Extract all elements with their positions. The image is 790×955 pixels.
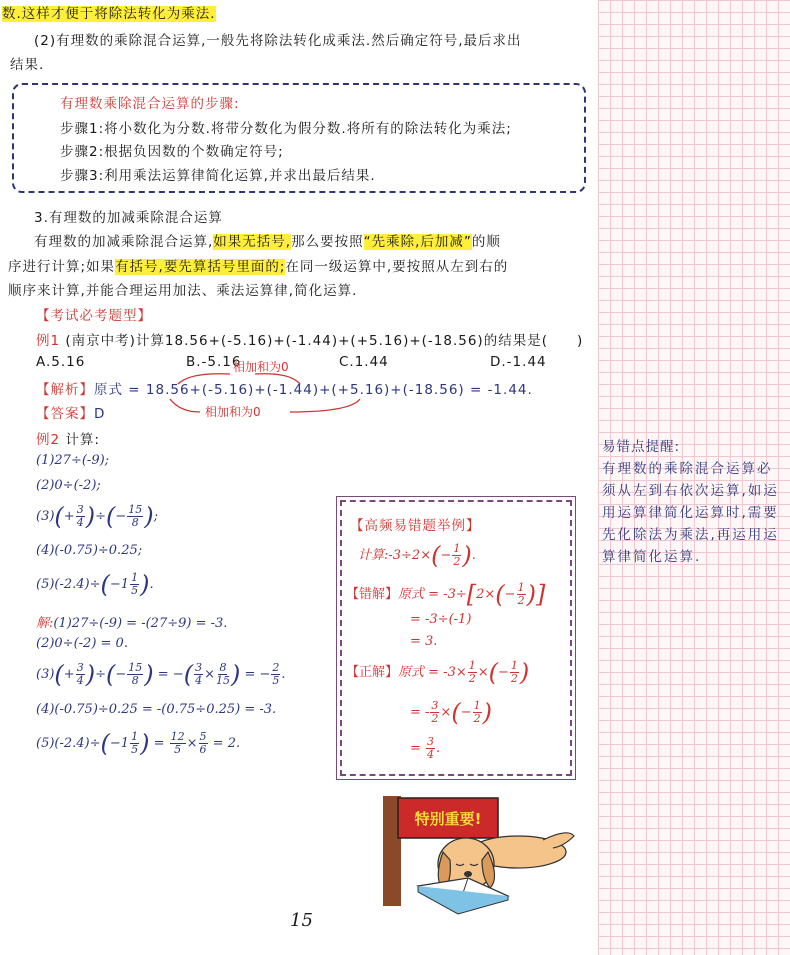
tip-wrong-3: = 3. <box>410 634 438 649</box>
ex2-q2: (2)0÷(-2); <box>36 478 101 493</box>
ex2-s2: (2)0÷(-2) = 0. <box>36 636 128 651</box>
ex1-option-d: D.-1.44 <box>490 354 547 370</box>
section3-heading: 3.有理数的加减乘除混合运算 <box>34 210 223 226</box>
s3-l2-text-a: 序进行计算;如果 <box>8 259 116 275</box>
q5-prefix: (5)(-2.4)÷ <box>36 577 101 592</box>
side-note-title: 易错点提醒: <box>602 439 681 455</box>
side-note-body: 有理数的乘除混合运算必须从左到右依次运算,如运用运算律简化运算时,需要先化除法为乘法,再运用运算律简化运算. <box>602 461 779 565</box>
tip-calc: 计算:-3÷2×(− $\frac{1}{2}$ ). <box>358 541 476 570</box>
ex1-note-bottom: 相加和为0 <box>205 405 261 419</box>
ex2-label: 例2 <box>36 432 61 448</box>
para2-line1: (2)有理数的乘除混合运算,一般先将除法转化成乘法.然后确定符号,最后求出 <box>34 33 522 49</box>
exam-tag: 【考试必考题型】 <box>36 308 152 324</box>
wrong-tag: 【错解】 <box>346 587 399 602</box>
s3-l1-highlight-1: 如果无括号, <box>213 234 292 250</box>
ex1-question: (南京中考)计算18.56+(-5.16)+(-1.44)+(+5.16)+(-18.56)的结果是( ) <box>65 333 584 349</box>
section3-line2 <box>8 255 508 275</box>
right-tag: 【正解】 <box>346 665 399 680</box>
s3-l1-text-a: 有理数的加减乘除混合运算, <box>34 234 214 250</box>
answer-tag: 【答案】 <box>36 406 94 422</box>
s3-prefix: (3) <box>36 667 55 682</box>
right-line-1: 原式 = -3× <box>398 665 467 680</box>
ex2-q5: (5)(-2.4)÷(−1 $\frac{1}{5}$ ). <box>36 570 154 599</box>
side-note <box>602 436 782 568</box>
tip-right-2: = - $\frac{3}{2}$ ×(− $\frac{1}{2}$ ) <box>410 698 492 727</box>
ex1-label: 例1 <box>36 333 61 349</box>
ex2-s3: (3)(+ $\frac{3}{4}$ )÷(− $\frac{15}{8}$ ) = −( $\frac{3}{4}$ × $\frac{8}{15}$ ) = − $\frac{2}{5}$ . <box>36 660 286 689</box>
answer-value: D <box>94 406 106 422</box>
ex2-prompt: 计算: <box>65 432 100 448</box>
tip-wrong-1: 【错解】原式 = -3÷[2×(− $\frac{1}{2}$ )] <box>346 580 546 609</box>
solution-label: 解: <box>36 616 54 631</box>
ex2-q1: (1)27÷(-9); <box>36 453 110 468</box>
tip-title: 【高频易错题举例】 <box>350 518 481 534</box>
ex1-note-top: 相加和为0 <box>233 360 289 374</box>
ex1-option-b: B.-5.16 <box>186 354 242 370</box>
step-2: 步骤2:根据负因数的个数确定符号; <box>60 144 284 160</box>
frac-1-5: $\frac{1}{5}$ <box>131 571 139 597</box>
top-line-highlight: 数.这样才便于将除法转化为乘法. <box>2 6 216 22</box>
tip-calc-text: 计算:-3÷2× <box>358 548 432 563</box>
ex2-s5: (5)(-2.4)÷(−1 $\frac{1}{5}$ ) = $\frac{12}{5}$ × $\frac{5}{6}$ = 2. <box>36 729 241 758</box>
s1-text: (1)27÷(-9) = -(27÷9) = -3. <box>53 616 228 631</box>
step-3: 步骤3:利用乘法运算律简化运算,并求出最后结果. <box>60 168 376 184</box>
tip-wrong-2: = -3÷(-1) <box>410 612 472 627</box>
dog-reading-illustration <box>378 790 578 920</box>
ex1-line <box>36 329 583 349</box>
s3-l2-text-b: 在同一级运算中,要按照从左到右的 <box>285 259 509 275</box>
section3-line3: 顺序来计算,并能合理运用加法、乘法运算律,简化运算. <box>8 283 358 299</box>
ex2-heading <box>36 428 100 448</box>
frac-15-8: $\frac{15}{8}$ <box>128 503 143 529</box>
step-1: 步骤1:将小数化为分数.将带分数化为假分数.将所有的除法转化为乘法; <box>60 121 512 137</box>
s3-l1-highlight-2: “先乘除,后加减” <box>363 234 472 250</box>
top-line <box>2 2 216 22</box>
s3-l2-highlight-2: 要先算括号里面的; <box>163 259 286 275</box>
ex2-q3: (3)(+ $\frac{3}{4}$ )÷(− $\frac{15}{8}$ ); <box>36 502 159 531</box>
analysis-tag: 【解析】 <box>36 382 94 398</box>
ex1-analysis <box>36 378 533 398</box>
tip-right-1: 【正解】原式 = -3× $\frac{1}{2}$ ×(− $\frac{1}{2}$ ) <box>346 658 530 687</box>
s3-l1-text-b: 那么要按照 <box>291 234 364 250</box>
ex2-q4: (4)(-0.75)÷0.25; <box>36 543 143 558</box>
steps-title: 有理数乘除混合运算的步骤: <box>60 96 240 112</box>
s5-prefix: (5)(-2.4)÷ <box>36 736 101 751</box>
sign-text: 特别重要! <box>414 810 482 828</box>
s3-l1-text-c: 的顺 <box>471 234 501 250</box>
connector-bottom-right <box>290 399 360 412</box>
s3-l2-highlight-1: 有括号, <box>115 259 164 275</box>
para2-line2: 结果. <box>10 57 45 73</box>
ex1-answer <box>36 402 105 422</box>
page-number: 15 <box>290 910 313 931</box>
dog-nose <box>464 871 472 877</box>
right-line-2: = - <box>410 705 430 720</box>
ex1-option-a: A.5.16 <box>36 354 86 370</box>
frac-3-4: $\frac{3}{4}$ <box>76 503 84 529</box>
tip-right-3: = $\frac{3}{4}$ . <box>410 735 441 761</box>
right-line-3: = <box>410 741 426 756</box>
q3-prefix: (3) <box>36 509 55 524</box>
section3-line1 <box>34 230 501 250</box>
wrong-line-1: 原式 = -3÷ <box>398 587 467 602</box>
connector-bottom-left <box>170 399 200 412</box>
analysis-expression: 原式 = 18.56+(-5.16)+(-1.44)+(+5.16)+(-18.56) = -1.44. <box>94 382 533 398</box>
ex2-s4: (4)(-0.75)÷0.25 = -(0.75÷0.25) = -3. <box>36 702 277 717</box>
ex1-option-c: C.1.44 <box>339 354 389 370</box>
ex2-s1 <box>36 612 227 631</box>
